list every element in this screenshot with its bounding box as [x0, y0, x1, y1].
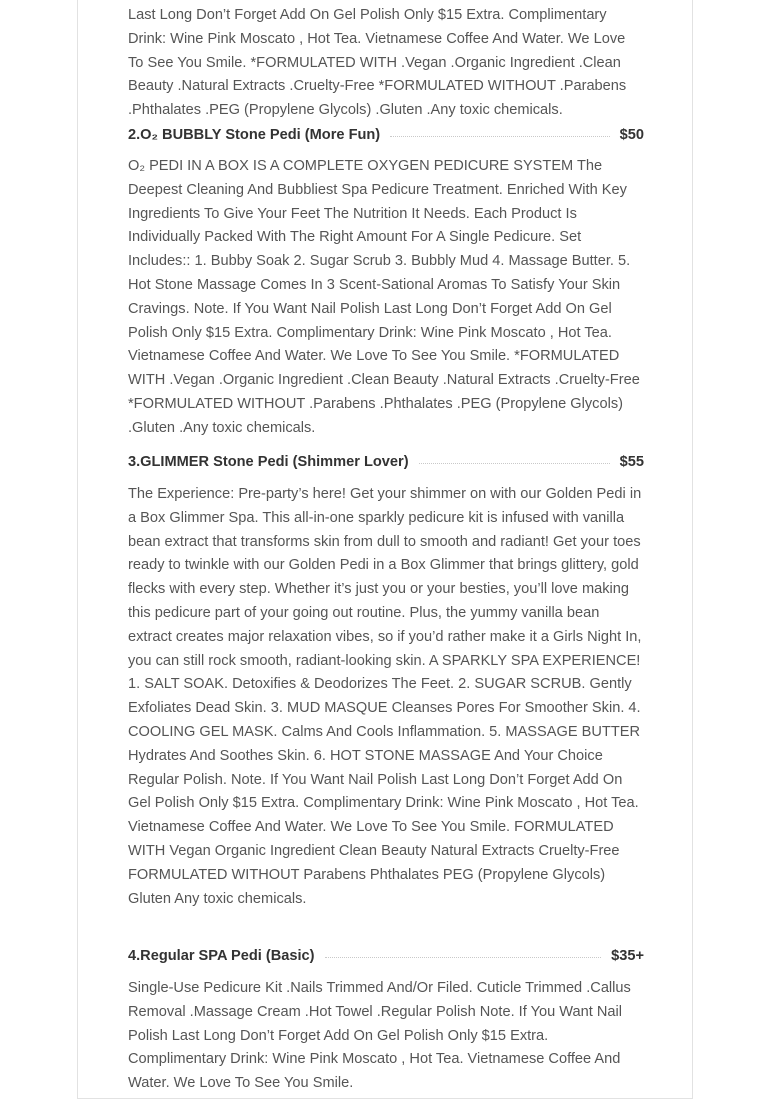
service-2-header: [128, 123, 644, 147]
service-3-description: The Experience: Pre-party’s here! Get your shimmer on with our Golden Pedi in a Box Glimmer Spa. This all-in-one sparkly pedicure kit is infused with vanilla bean extract that transforms skin from dull to smooth and radiant! Get your toes ready to twinkle with our Golden Pedi in a Box Glimmer that brings glittery, gold flecks with every step. Whether it’s just you or your besties, you’ll love making this pedicure part of your going out routine. Plus, the yummy vanilla bean extract creates major relaxation vibes, so if you’d rather make it a Girls Night In, you can still rock smooth, radiant-looking skin. A SPARKLY SPA EXPERIENCE! 1. SALT SOAK. Detoxifies & Deodorizes The Feet. 2. SUGAR SCRUB. Gently Exfoliates Dead Skin. 3. MUD MASQUE Cleanses Pores For Smoother Skin. 4. COOLING GEL MASK. Calms And Cools Inflammation. 5. MASSAGE BUTTER Hydrates And Soothes Skin. 6. HOT STONE MASSAGE And Your Choice Regular Polish. Note. If You Want Nail Polish Last Long Don’t Forget Add On Gel Polish Only $15 Extra. Complimentary Drink: Wine Pink Moscato , Hot Tea. Vietnamese Coffee And Water. We Love To See You Smile. FORMULATED WITH Vegan Organic Ingredient Clean Beauty Natural Extracts Cruelty-Free FORMULATED WITHOUT Parabens Phthalates PEG (Propylene Glycols) Gluten Any toxic chemicals.: [128, 486, 642, 907]
service-4-title: 4.Regular SPA Pedi (Basic): [128, 948, 315, 964]
service-2-price: $50: [619, 127, 644, 143]
service-2-description: O₂ PEDI IN A BOX IS A COMPLETE OXYGEN PEDICURE SYSTEM The Deepest Cleaning And Bubbliest Spa Pedicure Treatment. Enriched With Key Ingredients To Give Your Feet The Nutrition It Needs. Each Product Is Individually Packed With The Right Amount For A Single Pedicure. Set Includes:: 1. Bubby Soak 2. Sugar Scrub 3. Bubbly Mud 4. Massage Butter. 5. Hot Stone Massage Comes In 3 Scent-Sational Aromas To Satisfy Your Skin Cravings. Note. If You Want Nail Polish Last Long Don’t Forget Add On Gel Polish Only $15 Extra. Complimentary Drink: Wine Pink Moscato , Hot Tea. Vietnamese Coffee And Water. We Love To See You Smile. *FORMULATED WITH .Vegan .Organic Ingredient .Clean Beauty .Natural Extracts .Cruelty-Free *FORMULATED WITHOUT .Parabens .Phthalates .PEG (Propylene Glycols) .Gluten .Any toxic chemicals.: [128, 158, 640, 436]
service-3-header: [128, 450, 644, 474]
service-3-title: 3.GLIMMER Stone Pedi (Shimmer Lover): [128, 454, 409, 470]
service-4-description: Single-Use Pedicure Kit .Nails Trimmed And/Or Filed. Cuticle Trimmed .Callus Removal .Massage Cream .Hot Towel .Regular Polish Note. If You Want Nail Polish Last Long Don’t Forget Add On Gel Polish Only $15 Extra. Complimentary Drink: Wine Pink Moscato , Hot Tea. Vietnamese Coffee And Water. We Love To See You Smile.: [128, 980, 631, 1092]
service-4-header: [128, 944, 644, 968]
dotted-leader: [390, 136, 609, 137]
dotted-leader: [325, 957, 602, 958]
service-1-description: Last Long Don’t Forget Add On Gel Polish Only $15 Extra. Complimentary Drink: Wine Pink Moscato , Hot Tea. Vietnamese Coffee And Water. We Love To See You Smile. *FORMULATED WITH .Vegan .Organic Ingredient .Clean Beauty .Natural Extracts .Cruelty-Free *FORMULATED WITHOUT .Parabens .Phthalates .PEG (Propylene Glycols) .Gluten .Any toxic chemicals.: [128, 7, 627, 119]
dotted-leader: [419, 463, 610, 464]
service-3-price: $55: [619, 454, 644, 470]
service-2-title: 2.O₂ BUBBLY Stone Pedi (More Fun): [128, 127, 381, 143]
service-4-price: $35+: [611, 948, 644, 964]
